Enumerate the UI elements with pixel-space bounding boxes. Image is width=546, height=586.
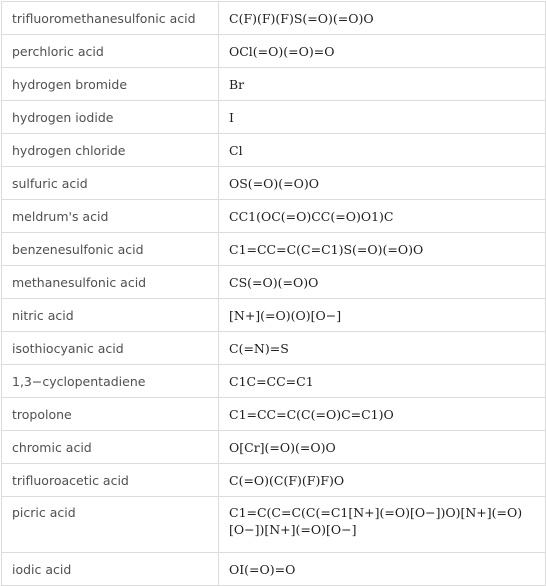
- compound-name: isothiocyanic acid: [2, 332, 219, 365]
- table-row: [2, 332, 546, 365]
- table-row: [2, 200, 546, 233]
- table-row: [2, 101, 546, 134]
- compound-name: chromic acid: [2, 431, 219, 464]
- table-row: [2, 167, 546, 200]
- compound-name: iodic acid: [2, 553, 219, 586]
- compound-name: tropolone: [2, 398, 219, 431]
- compound-name: hydrogen bromide: [2, 68, 219, 101]
- compound-smiles: C1=CC=C(C=C1)S(=O)(=O)O: [219, 233, 546, 266]
- table-row: [2, 398, 546, 431]
- compound-name: picric acid: [2, 497, 219, 553]
- table-row: [2, 134, 546, 167]
- compound-smiles: OS(=O)(=O)O: [219, 167, 546, 200]
- compound-smiles: OI(=O)=O: [219, 553, 546, 586]
- compound-name: hydrogen chloride: [2, 134, 219, 167]
- compound-smiles: OCl(=O)(=O)=O: [219, 35, 546, 68]
- table-row: [2, 2, 546, 35]
- table-row: [2, 497, 546, 553]
- table-row: [2, 299, 546, 332]
- table-row: [2, 68, 546, 101]
- compound-name: 1,3−cyclopentadiene: [2, 365, 219, 398]
- compound-name: trifluoromethanesulfonic acid: [2, 2, 219, 35]
- compound-name: nitric acid: [2, 299, 219, 332]
- compound-smiles: Br: [219, 68, 546, 101]
- table-row: [2, 233, 546, 266]
- compound-table: [1, 1, 546, 586]
- table-row: [2, 266, 546, 299]
- compound-smiles: C1=CC=C(C(=O)C=C1)O: [219, 398, 546, 431]
- compound-smiles: C(F)(F)(F)S(=O)(=O)O: [219, 2, 546, 35]
- compound-name: meldrum's acid: [2, 200, 219, 233]
- compound-smiles: O[Cr](=O)(=O)O: [219, 431, 546, 464]
- compound-smiles: C(=N)=S: [219, 332, 546, 365]
- table-row: [2, 431, 546, 464]
- table-row: [2, 365, 546, 398]
- compound-name: trifluoroacetic acid: [2, 464, 219, 497]
- compound-smiles: C(=O)(C(F)(F)F)O: [219, 464, 546, 497]
- compound-smiles: C1=C(C=C(C(=C1[N+](=O)[O−])O)[N+](=O)[O−])[N+](=O)[O−]: [219, 497, 546, 553]
- compound-name: hydrogen iodide: [2, 101, 219, 134]
- compound-name: benzenesulfonic acid: [2, 233, 219, 266]
- compound-smiles: I: [219, 101, 546, 134]
- compound-smiles: CC1(OC(=O)CC(=O)O1)C: [219, 200, 546, 233]
- compound-smiles: [N+](=O)(O)[O−]: [219, 299, 546, 332]
- table-row: [2, 464, 546, 497]
- compound-smiles: C1C=CC=C1: [219, 365, 546, 398]
- table-row: [2, 35, 546, 68]
- compound-smiles: Cl: [219, 134, 546, 167]
- table-row: [2, 553, 546, 586]
- compound-name: methanesulfonic acid: [2, 266, 219, 299]
- compound-name: sulfuric acid: [2, 167, 219, 200]
- compound-smiles: CS(=O)(=O)O: [219, 266, 546, 299]
- compound-name: perchloric acid: [2, 35, 219, 68]
